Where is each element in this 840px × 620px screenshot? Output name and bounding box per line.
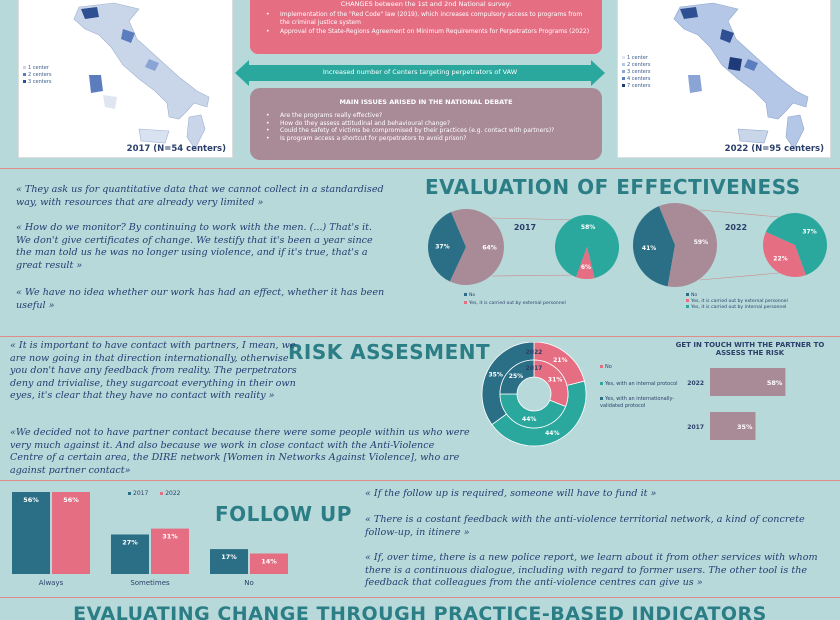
legend-item: 2017	[128, 490, 148, 497]
subpie-2017-value-label: 58%	[580, 224, 596, 232]
legend-item: Yes, it is carried out by external personnel	[686, 299, 826, 305]
bottom-title: EVALUATING CHANGE THROUGH PRACTICE-BASED INDICATORS	[73, 603, 767, 620]
connector-line	[700, 272, 790, 280]
issues-list	[260, 112, 592, 142]
legend-item: 4 centers	[622, 76, 650, 83]
legend-item: 3 centers	[622, 69, 650, 76]
partner-value-label: 35%	[736, 423, 753, 431]
connector-line	[492, 218, 580, 220]
subpie-2017-value-label: 6%	[580, 263, 592, 271]
list-item: • Implementation of the "Red Code" law (2019), which increases compulsory access to programs from the criminal justice system	[280, 11, 592, 26]
arrow-text: Increased number of Centers targeting perpetrators of VAW	[322, 68, 518, 76]
eval-2017-legend	[464, 293, 574, 307]
pie-2022-value-label: 59%	[693, 239, 709, 247]
donut-value-label: 25%	[508, 372, 524, 380]
list-item: • How do they assess attitudinal and behavioural change?	[280, 120, 592, 128]
follow-value-label: 17%	[221, 553, 237, 562]
legend-item: Yes, it is carried out by external personnel	[464, 301, 574, 307]
donut-value-label: 35%	[488, 371, 503, 379]
legend-item: Yes, with an internationally-validated protocol	[600, 396, 675, 409]
divider	[0, 480, 840, 481]
follow-legend	[128, 491, 180, 497]
evaluation-quote-2: « How do we monitor? By continuing to work with the men. (...) That's it. We don't give certificates of change. We testify that it's been a year since the man told us he was no longer using violence, and if it's true, that's a great result »	[16, 222, 373, 271]
evaluation-quote-1: « They ask us for quantitative data that we cannot collect in a standardised way, with resources that are already very limited »	[16, 184, 384, 208]
follow-bar-2017	[12, 492, 50, 574]
follow-category-label: No	[244, 579, 254, 587]
pie-2022-value-label: 41%	[641, 244, 657, 252]
changes-title: CHANGES between the 1st and 2nd National survey:	[340, 0, 512, 8]
follow-quote-2: « There is a costant feedback with the anti-violence territorial network, a kind of concrete follow-up, in itinere »	[365, 514, 805, 538]
legend-item: 1 center	[622, 55, 650, 62]
evaluation-title: EVALUATION OF EFFECTIVENESS	[425, 175, 801, 199]
legend-item: No	[600, 364, 680, 371]
list-item: • Could the safety of victims be compromised by their practices (e.g. contact with partners)?	[280, 127, 592, 135]
legend-item: 3 centers	[23, 79, 51, 86]
legend-item: 1 center	[23, 65, 51, 72]
legend-item: No	[464, 293, 574, 299]
pie-2017-value-label: 37%	[435, 243, 450, 251]
evaluation-quote-3: « We have no idea whether our work has had an effect, whether it has been useful »	[16, 287, 385, 311]
risk-legend	[600, 364, 680, 410]
follow-title: FOLLOW UP	[215, 502, 352, 526]
divider	[0, 597, 840, 598]
map-2022-caption: 2022 (N=95 centers)	[724, 144, 824, 154]
follow-quote-3: « If, over time, there is a new police report, we learn about it from other services with whom there is a continuous dialogue, including with regard to former users. The other tool is the feedback that colleagues from the anti-violence centres can give us »	[365, 552, 818, 588]
partner-bar-chart	[680, 360, 840, 450]
subpie-2022-value-label: 22%	[773, 255, 788, 263]
follow-bar-2022	[52, 492, 90, 574]
partner-value-label: 58%	[766, 379, 783, 387]
connector-line	[700, 210, 790, 218]
donut-value-label: 21%	[553, 357, 568, 365]
follow-category-label: Always	[38, 579, 64, 587]
map-2017-caption: 2017 (N=54 centers)	[126, 144, 226, 154]
list-item: • Is program access a shortcut for perpetrators to avoid prison?	[280, 135, 592, 143]
follow-category-label: Sometimes	[130, 579, 170, 587]
legend-item: 7 centers	[622, 83, 650, 90]
legend-item: No	[686, 293, 826, 299]
legend-item: Yes, it is carried out by internal personnel	[686, 305, 826, 311]
issues-box	[250, 88, 602, 160]
subpie-2022-value-label: 37%	[802, 228, 817, 236]
legend-item: 2022	[160, 490, 180, 497]
partner-category-label: 2017	[687, 424, 704, 431]
divider	[0, 168, 840, 169]
follow-value-label: 14%	[261, 557, 277, 566]
donut-ring-label: 2017	[525, 365, 543, 372]
follow-value-label: 31%	[162, 532, 178, 541]
map-2022-legend	[622, 55, 650, 90]
legend-item: Yes, with an internal protocol	[600, 381, 680, 388]
partner-category-label: 2022	[687, 380, 704, 387]
eval-2022-legend	[686, 293, 826, 311]
donut-value-label: 44%	[522, 416, 537, 424]
issues-title: MAIN ISSUES ARISED IN THE NATIONAL DEBATE	[339, 98, 513, 106]
donut-value-label: 31%	[547, 376, 563, 384]
legend-item: 2 centers	[622, 62, 650, 69]
risk-quote-1: « It is important to have contact with partners, I mean, we are now going in that direction internationally, otherwise you don't have any feedback from reality. The perpetrators deny and trivialise, they sugarcoat everything in their own eyes, it's clear that they have no contact with reality »	[10, 340, 297, 401]
divider	[0, 336, 840, 337]
follow-value-label: 27%	[122, 538, 138, 547]
year-label-2022: 2022	[724, 223, 748, 232]
map-2017-legend	[23, 65, 51, 86]
list-item: • Approval of the State-Regions Agreement on Minimum Requirements for Perpetrators Programs (2022)	[280, 28, 592, 36]
changes-list	[260, 11, 592, 36]
pie-2017-value-label: 64%	[482, 244, 497, 252]
follow-value-label: 56%	[63, 496, 79, 504]
donut-value-label: 44%	[545, 429, 560, 437]
follow-up-bar-chart	[6, 484, 306, 594]
partner-title: GET IN TOUCH WITH THE PARTNER TO ASSESS THE RISK	[675, 341, 825, 357]
risk-title: RISK ASSESMENT	[288, 340, 491, 364]
risk-donut-chart	[474, 342, 594, 452]
map-2022-card	[617, 0, 831, 158]
map-2017-card	[18, 0, 233, 158]
legend-item: 2 centers	[23, 72, 51, 79]
connector-line	[492, 275, 580, 276]
follow-value-label: 56%	[23, 496, 39, 504]
follow-quote-1: « If the follow up is required, someone will have to fund it »	[365, 488, 657, 499]
year-label-2017: 2017	[513, 223, 537, 232]
donut-ring-label: 2022	[525, 349, 543, 356]
changes-box	[250, 0, 602, 54]
risk-quote-2: «We decided not to have partner contact because there were some people within us who were very much against it. And also because we work in close contact with the Anti-Violence Centre of a certain area, the DIRE network [Women in Networks Against Violence], who are against partner contact»	[10, 427, 470, 476]
list-item: • Are the programs really effective?	[280, 112, 592, 120]
